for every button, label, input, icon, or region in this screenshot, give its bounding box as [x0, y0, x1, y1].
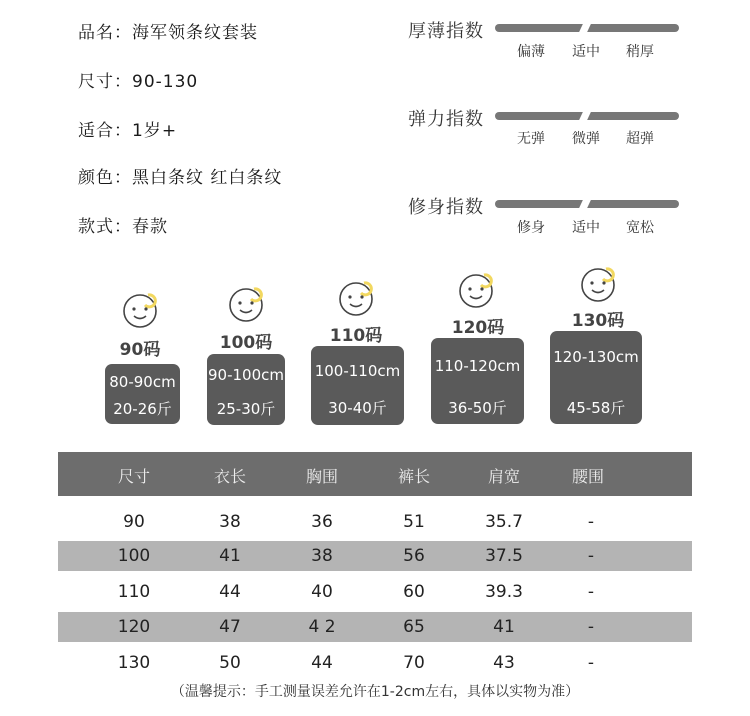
table-row [58, 577, 692, 607]
cell-chest: 36 [311, 512, 333, 532]
cell-size: 100 [117, 546, 151, 566]
baby-face-icon [226, 284, 266, 324]
elasticity-index-bar [495, 112, 679, 120]
table-row [58, 541, 692, 571]
size-height: 100-110cm [314, 362, 401, 380]
elasticity-label-slight: 微弹 [572, 131, 600, 147]
size-height: 90-100cm [208, 366, 284, 384]
info-key: 适合： [78, 121, 132, 141]
cell-shoulder: 41 [493, 617, 515, 637]
baby-face-icon [120, 290, 160, 330]
size-box-110 [311, 346, 404, 425]
table-row [58, 648, 692, 678]
cell-shoulder: 43 [493, 653, 515, 673]
size-name-100: 100码 [219, 333, 273, 353]
cell-waist: - [587, 582, 595, 602]
cell-waist: - [587, 653, 595, 673]
size-box-90 [105, 364, 180, 424]
info-key: 颜色： [78, 168, 132, 188]
cell-shoulder: 37.5 [485, 546, 523, 566]
size-weight: 45-58斤 [566, 399, 626, 417]
header-shoulder: 肩宽 [487, 467, 520, 486]
info-color [78, 163, 282, 188]
fit-index-bar [495, 200, 679, 208]
header-size: 尺寸 [117, 467, 150, 486]
size-height: 110-120cm [434, 357, 521, 375]
info-style [78, 212, 168, 237]
info-key: 品名： [78, 23, 132, 43]
cell-waist: - [587, 546, 595, 566]
cell-length: 38 [219, 512, 241, 532]
cell-pants-length: 51 [403, 512, 425, 532]
baby-face-icon [578, 264, 618, 304]
cell-size: 130 [117, 653, 151, 673]
info-value: 90-130 [132, 72, 199, 92]
size-box-120 [431, 338, 524, 424]
fit-label-slim: 修身 [517, 220, 545, 236]
thickness-index-bar [495, 24, 679, 32]
header-pants-length: 裤长 [397, 467, 430, 486]
cell-chest: 44 [311, 653, 333, 673]
size-name-120: 120码 [451, 318, 505, 338]
info-value: 春款 [132, 217, 168, 237]
cell-shoulder: 35.7 [485, 512, 523, 532]
cell-length: 47 [219, 617, 241, 637]
size-weight: 25-30斤 [216, 400, 276, 418]
cell-length: 44 [219, 582, 241, 602]
table-row [58, 507, 692, 537]
size-weight: 36-50斤 [448, 399, 507, 417]
header-length: 衣长 [213, 467, 246, 486]
cell-pants-length: 60 [403, 582, 425, 602]
size-name-130: 130码 [571, 311, 625, 331]
info-size [78, 67, 198, 92]
baby-face-icon [456, 270, 496, 310]
info-value: 海军领条纹套装 [132, 23, 258, 43]
size-box-100 [207, 354, 285, 425]
table-header [58, 452, 692, 496]
thickness-label-medium: 适中 [572, 44, 600, 60]
size-box-130 [550, 331, 642, 424]
info-key: 款式： [78, 217, 132, 237]
baby-face-icon [336, 278, 376, 318]
fit-label-loose: 宽松 [626, 220, 654, 236]
size-height: 120-130cm [553, 348, 639, 366]
fit-label-medium: 适中 [572, 220, 600, 236]
cell-length: 41 [219, 546, 241, 566]
thickness-label-thin: 偏薄 [517, 44, 545, 60]
info-value: 黑白条纹 红白条纹 [132, 168, 283, 188]
cell-pants-length: 65 [403, 617, 425, 637]
size-weight: 20-26斤 [113, 400, 172, 418]
cell-size: 90 [123, 512, 145, 532]
thickness-label-thick: 稍厚 [626, 44, 654, 60]
cell-waist: - [587, 512, 595, 532]
info-age [78, 116, 177, 141]
header-waist: 腰围 [571, 467, 604, 486]
thickness-index-title: 厚薄指数 [408, 21, 484, 42]
cell-pants-length: 70 [403, 653, 425, 673]
cell-chest: 38 [311, 546, 333, 566]
info-key: 尺寸： [78, 72, 132, 92]
size-weight: 30-40斤 [328, 399, 387, 417]
cell-length: 50 [219, 653, 241, 673]
cell-chest: 4 2 [308, 617, 336, 637]
size-height: 80-90cm [109, 373, 176, 391]
cell-waist: - [587, 617, 595, 637]
fit-index-title: 修身指数 [408, 197, 484, 218]
elasticity-index-title: 弹力指数 [408, 109, 484, 130]
elasticity-label-none: 无弹 [517, 131, 545, 147]
size-name-110: 110码 [329, 326, 383, 346]
info-value: 1岁+ [132, 121, 178, 141]
info-name [78, 18, 258, 43]
cell-size: 120 [117, 617, 151, 637]
size-name-90: 90码 [119, 340, 161, 360]
cell-shoulder: 39.3 [485, 582, 523, 602]
measurement-note: （温馨提示：手工测量误差允许在1-2cm左右，具体以实物为准） [170, 684, 580, 700]
header-chest: 胸围 [305, 467, 338, 486]
table-row [58, 612, 692, 642]
cell-size: 110 [117, 582, 151, 602]
cell-chest: 40 [311, 582, 333, 602]
cell-pants-length: 56 [403, 546, 425, 566]
elasticity-label-super: 超弹 [626, 131, 654, 147]
